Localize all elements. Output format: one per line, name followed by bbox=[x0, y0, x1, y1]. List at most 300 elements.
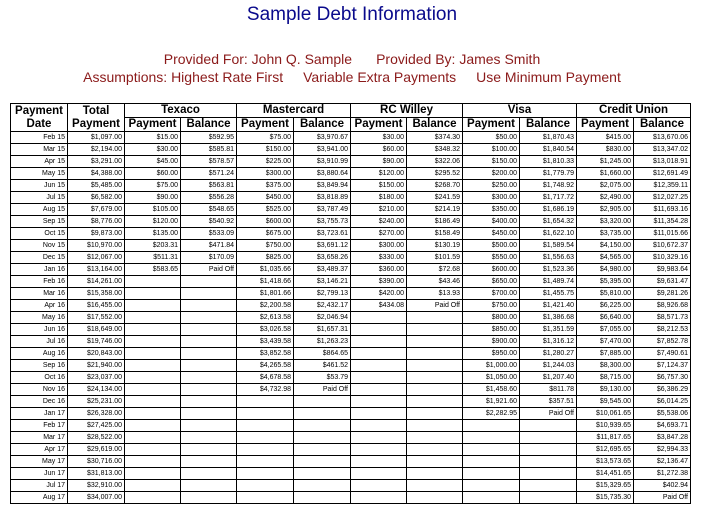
total-payment-cell: $34,007.00 bbox=[68, 492, 125, 504]
payment-date-cell: Aug 17 bbox=[11, 492, 68, 504]
payment-cell: $9,545.00 bbox=[577, 396, 634, 408]
balance-cell bbox=[181, 360, 237, 372]
payment-cell: $5,810.00 bbox=[577, 288, 634, 300]
payment-cell: $2,075.00 bbox=[577, 180, 634, 192]
balance-cell: $130.19 bbox=[407, 240, 463, 252]
table-row bbox=[11, 348, 691, 360]
payment-cell: $180.00 bbox=[351, 192, 407, 204]
payment-cell: $1,660.00 bbox=[577, 168, 634, 180]
payment-cell bbox=[463, 420, 520, 432]
payment-cell: $700.00 bbox=[463, 288, 520, 300]
payment-cell bbox=[237, 480, 294, 492]
balance-cell bbox=[520, 420, 577, 432]
balance-cell: $9,631.47 bbox=[634, 276, 691, 288]
table-row bbox=[11, 216, 691, 228]
subheader-payment: Payment bbox=[577, 118, 634, 132]
page-title: Sample Debt Information bbox=[246, 4, 458, 25]
balance-cell: $2,994.33 bbox=[634, 444, 691, 456]
payment-cell: $4,265.58 bbox=[237, 360, 294, 372]
payment-date-cell: Jul 16 bbox=[11, 336, 68, 348]
payment-cell: $300.00 bbox=[463, 192, 520, 204]
payment-cell: $500.00 bbox=[463, 240, 520, 252]
payment-cell: $1,050.00 bbox=[463, 372, 520, 384]
payment-cell: $825.00 bbox=[237, 252, 294, 264]
balance-cell bbox=[294, 480, 351, 492]
balance-cell: $3,941.00 bbox=[294, 144, 351, 156]
payment-cell bbox=[351, 324, 407, 336]
payment-cell: $6,640.00 bbox=[577, 312, 634, 324]
balance-cell: $471.84 bbox=[181, 240, 237, 252]
payment-cell bbox=[125, 468, 181, 480]
header-creditor-mastercard: Mastercard bbox=[237, 104, 351, 118]
payment-cell: $420.00 bbox=[351, 288, 407, 300]
balance-cell: $7,852.78 bbox=[634, 336, 691, 348]
payment-cell: $900.00 bbox=[463, 336, 520, 348]
subheader-balance: Balance bbox=[520, 118, 577, 132]
total-payment-cell: $10,970.00 bbox=[68, 240, 125, 252]
table-row bbox=[11, 384, 691, 396]
balance-cell: $1,686.19 bbox=[520, 204, 577, 216]
balance-cell: $374.30 bbox=[407, 132, 463, 144]
balance-cell: $1,207.40 bbox=[520, 372, 577, 384]
balance-cell: Paid Off bbox=[634, 492, 691, 504]
payment-cell: $150.00 bbox=[237, 144, 294, 156]
balance-cell: $11,015.66 bbox=[634, 228, 691, 240]
header-creditor-rc-willey: RC Willey bbox=[351, 104, 463, 118]
balance-cell: $186.49 bbox=[407, 216, 463, 228]
balance-cell: $571.24 bbox=[181, 168, 237, 180]
payment-cell: $15,735.30 bbox=[577, 492, 634, 504]
balance-cell bbox=[407, 324, 463, 336]
total-payment-cell: $20,843.00 bbox=[68, 348, 125, 360]
payment-cell: $60.00 bbox=[125, 168, 181, 180]
subheader-balance: Balance bbox=[181, 118, 237, 132]
balance-cell: $592.95 bbox=[181, 132, 237, 144]
balance-cell: $3,787.49 bbox=[294, 204, 351, 216]
balance-cell: $295.52 bbox=[407, 168, 463, 180]
total-payment-cell: $18,649.00 bbox=[68, 324, 125, 336]
payment-cell: $11,817.65 bbox=[577, 432, 634, 444]
payment-cell: $270.00 bbox=[351, 228, 407, 240]
balance-cell: $53.79 bbox=[294, 372, 351, 384]
payment-cell: $75.00 bbox=[125, 180, 181, 192]
payment-cell bbox=[125, 408, 181, 420]
balance-cell: $3,847.28 bbox=[634, 432, 691, 444]
payment-cell bbox=[125, 444, 181, 456]
assumption-text: Assumptions: Highest Rate First bbox=[83, 69, 284, 85]
payment-cell bbox=[351, 420, 407, 432]
balance-cell: $3,489.37 bbox=[294, 264, 351, 276]
payment-date-cell: Oct 15 bbox=[11, 228, 68, 240]
payment-cell: $3,852.58 bbox=[237, 348, 294, 360]
subheader-payment: Payment bbox=[463, 118, 520, 132]
balance-cell bbox=[294, 432, 351, 444]
payment-cell: $300.00 bbox=[351, 240, 407, 252]
payment-cell bbox=[237, 492, 294, 504]
balance-cell bbox=[181, 396, 237, 408]
header-total-payment: Total Payment bbox=[68, 104, 125, 132]
balance-cell: $3,691.12 bbox=[294, 240, 351, 252]
balance-cell: $12,691.49 bbox=[634, 168, 691, 180]
table-row bbox=[11, 480, 691, 492]
table-row bbox=[11, 132, 691, 144]
payment-cell: $6,225.00 bbox=[577, 300, 634, 312]
balance-cell bbox=[407, 480, 463, 492]
payment-cell bbox=[125, 396, 181, 408]
balance-cell: $533.09 bbox=[181, 228, 237, 240]
payment-date-cell: Apr 16 bbox=[11, 300, 68, 312]
balance-cell: $1,589.54 bbox=[520, 240, 577, 252]
payment-date-cell: Jun 17 bbox=[11, 468, 68, 480]
total-payment-cell: $21,940.00 bbox=[68, 360, 125, 372]
total-payment-cell: $1,097.00 bbox=[68, 132, 125, 144]
payment-date-cell: Dec 16 bbox=[11, 396, 68, 408]
payment-cell: $375.00 bbox=[237, 180, 294, 192]
table-row bbox=[11, 300, 691, 312]
payment-cell: $225.00 bbox=[237, 156, 294, 168]
payment-cell: $8,715.00 bbox=[577, 372, 634, 384]
subheader-payment: Payment bbox=[125, 118, 181, 132]
payment-cell: $4,732.98 bbox=[237, 384, 294, 396]
balance-cell: $3,849.94 bbox=[294, 180, 351, 192]
total-payment-cell: $4,388.00 bbox=[68, 168, 125, 180]
payment-cell bbox=[237, 408, 294, 420]
balance-cell: $1,870.43 bbox=[520, 132, 577, 144]
total-payment-cell: $29,619.00 bbox=[68, 444, 125, 456]
provided-for-text: Provided For: John Q. Sample bbox=[163, 51, 353, 67]
balance-cell bbox=[181, 372, 237, 384]
payment-cell: $1,458.60 bbox=[463, 384, 520, 396]
balance-cell: $10,329.16 bbox=[634, 252, 691, 264]
payment-cell bbox=[463, 432, 520, 444]
total-payment-cell: $15,358.00 bbox=[68, 288, 125, 300]
balance-cell bbox=[181, 420, 237, 432]
subheader-balance: Balance bbox=[407, 118, 463, 132]
balance-cell: $563.81 bbox=[181, 180, 237, 192]
balance-cell: $170.09 bbox=[181, 252, 237, 264]
payment-date-cell: Mar 17 bbox=[11, 432, 68, 444]
payment-cell bbox=[463, 480, 520, 492]
payment-cell: $830.00 bbox=[577, 144, 634, 156]
payment-date-cell: Feb 16 bbox=[11, 276, 68, 288]
payment-cell: $120.00 bbox=[351, 168, 407, 180]
balance-cell: $1,810.33 bbox=[520, 156, 577, 168]
balance-cell: $72.68 bbox=[407, 264, 463, 276]
payment-cell: $50.00 bbox=[463, 132, 520, 144]
balance-cell: $13,018.91 bbox=[634, 156, 691, 168]
total-payment-cell: $9,873.00 bbox=[68, 228, 125, 240]
payment-cell: $511.31 bbox=[125, 252, 181, 264]
balance-cell: $3,658.26 bbox=[294, 252, 351, 264]
payment-cell bbox=[125, 300, 181, 312]
balance-cell: $8,212.53 bbox=[634, 324, 691, 336]
payment-cell: $390.00 bbox=[351, 276, 407, 288]
subheader-payment: Payment bbox=[237, 118, 294, 132]
balance-cell: $101.59 bbox=[407, 252, 463, 264]
balance-cell: $1,263.23 bbox=[294, 336, 351, 348]
header-payment-date: Payment Date bbox=[11, 104, 68, 132]
payment-cell: $150.00 bbox=[351, 180, 407, 192]
table-row bbox=[11, 168, 691, 180]
payment-cell bbox=[237, 468, 294, 480]
payment-cell: $2,613.58 bbox=[237, 312, 294, 324]
payment-cell: $90.00 bbox=[125, 192, 181, 204]
payment-date-cell: Jan 17 bbox=[11, 408, 68, 420]
balance-cell: $1,622.10 bbox=[520, 228, 577, 240]
table-row bbox=[11, 408, 691, 420]
payment-cell: $30.00 bbox=[125, 144, 181, 156]
table-row bbox=[11, 252, 691, 264]
table-row bbox=[11, 360, 691, 372]
balance-cell: $11,354.28 bbox=[634, 216, 691, 228]
payment-cell: $1,245.00 bbox=[577, 156, 634, 168]
table-row bbox=[11, 468, 691, 480]
total-payment-cell: $19,746.00 bbox=[68, 336, 125, 348]
payment-cell bbox=[463, 468, 520, 480]
total-payment-cell: $26,328.00 bbox=[68, 408, 125, 420]
payment-cell: $360.00 bbox=[351, 264, 407, 276]
table-row bbox=[11, 228, 691, 240]
balance-cell: $1,654.32 bbox=[520, 216, 577, 228]
payment-date-cell: May 16 bbox=[11, 312, 68, 324]
payment-cell: $75.00 bbox=[237, 132, 294, 144]
balance-cell: $8,926.68 bbox=[634, 300, 691, 312]
payment-cell: $10,939.65 bbox=[577, 420, 634, 432]
balance-cell bbox=[407, 420, 463, 432]
balance-cell bbox=[407, 468, 463, 480]
payment-cell: $330.00 bbox=[351, 252, 407, 264]
payment-cell: $4,678.58 bbox=[237, 372, 294, 384]
balance-cell: $578.57 bbox=[181, 156, 237, 168]
payment-cell bbox=[351, 408, 407, 420]
payment-cell: $250.00 bbox=[463, 180, 520, 192]
header-creditor-visa: Visa bbox=[463, 104, 577, 118]
balance-cell bbox=[181, 444, 237, 456]
payment-date-cell: Jul 15 bbox=[11, 192, 68, 204]
balance-cell: $214.19 bbox=[407, 204, 463, 216]
balance-cell: $3,723.61 bbox=[294, 228, 351, 240]
balance-cell: $1,280.27 bbox=[520, 348, 577, 360]
header-creditor-texaco: Texaco bbox=[125, 104, 237, 118]
table-row bbox=[11, 192, 691, 204]
payment-cell: $4,980.00 bbox=[577, 264, 634, 276]
payment-cell bbox=[351, 444, 407, 456]
payment-cell: $750.00 bbox=[237, 240, 294, 252]
payment-cell: $450.00 bbox=[463, 228, 520, 240]
balance-cell: $3,880.64 bbox=[294, 168, 351, 180]
total-payment-cell: $14,261.00 bbox=[68, 276, 125, 288]
balance-cell: $12,027.25 bbox=[634, 192, 691, 204]
balance-cell: $402.94 bbox=[634, 480, 691, 492]
balance-cell bbox=[294, 420, 351, 432]
balance-cell: $6,014.25 bbox=[634, 396, 691, 408]
subheader-balance: Balance bbox=[634, 118, 691, 132]
table-row bbox=[11, 144, 691, 156]
balance-cell bbox=[181, 324, 237, 336]
balance-cell: $1,421.40 bbox=[520, 300, 577, 312]
payment-cell: $675.00 bbox=[237, 228, 294, 240]
balance-cell: $357.51 bbox=[520, 396, 577, 408]
payment-date-cell: Jan 16 bbox=[11, 264, 68, 276]
balance-cell: $3,970.67 bbox=[294, 132, 351, 144]
total-payment-cell: $17,552.00 bbox=[68, 312, 125, 324]
payment-cell: $100.00 bbox=[463, 144, 520, 156]
payment-cell: $434.08 bbox=[351, 300, 407, 312]
balance-cell bbox=[407, 348, 463, 360]
balance-cell bbox=[181, 288, 237, 300]
balance-cell: $540.92 bbox=[181, 216, 237, 228]
total-payment-cell: $13,164.00 bbox=[68, 264, 125, 276]
balance-cell: $2,799.13 bbox=[294, 288, 351, 300]
payment-cell: $950.00 bbox=[463, 348, 520, 360]
balance-cell: $1,272.38 bbox=[634, 468, 691, 480]
balance-cell: $1,556.63 bbox=[520, 252, 577, 264]
balance-cell: $3,818.89 bbox=[294, 192, 351, 204]
balance-cell bbox=[294, 396, 351, 408]
total-payment-cell: $7,679.00 bbox=[68, 204, 125, 216]
payment-date-cell: Apr 15 bbox=[11, 156, 68, 168]
balance-cell: $1,316.12 bbox=[520, 336, 577, 348]
payment-cell bbox=[125, 420, 181, 432]
payment-cell bbox=[125, 348, 181, 360]
table-row bbox=[11, 396, 691, 408]
balance-cell bbox=[294, 444, 351, 456]
total-payment-cell: $28,522.00 bbox=[68, 432, 125, 444]
balance-cell bbox=[407, 432, 463, 444]
balance-cell bbox=[294, 468, 351, 480]
payment-cell bbox=[351, 492, 407, 504]
balance-cell: Paid Off bbox=[520, 408, 577, 420]
balance-cell bbox=[181, 348, 237, 360]
payment-cell: $2,282.95 bbox=[463, 408, 520, 420]
table-row bbox=[11, 276, 691, 288]
balance-cell bbox=[181, 492, 237, 504]
payment-cell: $210.00 bbox=[351, 204, 407, 216]
total-payment-cell: $16,455.00 bbox=[68, 300, 125, 312]
provided-by-text: Provided By: James Smith bbox=[376, 51, 541, 67]
balance-cell bbox=[181, 432, 237, 444]
payment-cell: $8,300.00 bbox=[577, 360, 634, 372]
payment-date-cell: Nov 15 bbox=[11, 240, 68, 252]
balance-cell: $158.49 bbox=[407, 228, 463, 240]
table-row bbox=[11, 324, 691, 336]
balance-cell: $13,670.06 bbox=[634, 132, 691, 144]
payment-cell: $2,200.58 bbox=[237, 300, 294, 312]
payment-cell: $105.00 bbox=[125, 204, 181, 216]
payment-cell: $450.00 bbox=[237, 192, 294, 204]
balance-cell bbox=[407, 336, 463, 348]
balance-cell: $1,748.92 bbox=[520, 180, 577, 192]
balance-cell: $6,757.30 bbox=[634, 372, 691, 384]
balance-cell bbox=[520, 480, 577, 492]
balance-cell bbox=[407, 384, 463, 396]
payment-cell bbox=[351, 480, 407, 492]
balance-cell bbox=[181, 312, 237, 324]
balance-cell bbox=[181, 300, 237, 312]
balance-cell: $864.65 bbox=[294, 348, 351, 360]
provider-line bbox=[0, 51, 704, 67]
assumptions-line bbox=[0, 69, 704, 85]
payment-cell bbox=[237, 456, 294, 468]
payment-cell: $650.00 bbox=[463, 276, 520, 288]
payment-date-cell: Dec 15 bbox=[11, 252, 68, 264]
payment-cell: $135.00 bbox=[125, 228, 181, 240]
table-body bbox=[11, 132, 691, 504]
payment-cell bbox=[351, 348, 407, 360]
payment-cell bbox=[125, 492, 181, 504]
total-payment-cell: $2,194.00 bbox=[68, 144, 125, 156]
table-row bbox=[11, 264, 691, 276]
payment-cell: $2,905.00 bbox=[577, 204, 634, 216]
balance-cell: $11,693.16 bbox=[634, 204, 691, 216]
table-row bbox=[11, 312, 691, 324]
payment-date-cell: Apr 17 bbox=[11, 444, 68, 456]
table-row bbox=[11, 420, 691, 432]
balance-cell: $1,489.74 bbox=[520, 276, 577, 288]
balance-cell bbox=[181, 456, 237, 468]
payment-cell: $850.00 bbox=[463, 324, 520, 336]
balance-cell bbox=[181, 468, 237, 480]
payment-date-cell: Jun 15 bbox=[11, 180, 68, 192]
payment-cell: $5,395.00 bbox=[577, 276, 634, 288]
balance-cell: $585.81 bbox=[181, 144, 237, 156]
balance-cell bbox=[520, 444, 577, 456]
payment-cell bbox=[237, 432, 294, 444]
balance-cell bbox=[407, 408, 463, 420]
payment-cell: $800.00 bbox=[463, 312, 520, 324]
payment-cell bbox=[351, 312, 407, 324]
balance-cell: $3,146.21 bbox=[294, 276, 351, 288]
payment-cell: $200.00 bbox=[463, 168, 520, 180]
payment-cell bbox=[351, 360, 407, 372]
payment-cell: $1,035.66 bbox=[237, 264, 294, 276]
payment-cell: $300.00 bbox=[237, 168, 294, 180]
payment-cell bbox=[237, 420, 294, 432]
total-payment-cell: $12,067.00 bbox=[68, 252, 125, 264]
payment-cell bbox=[351, 456, 407, 468]
payment-cell: $14,451.65 bbox=[577, 468, 634, 480]
balance-cell: $1,386.68 bbox=[520, 312, 577, 324]
total-payment-cell: $30,716.00 bbox=[68, 456, 125, 468]
payment-cell: $1,921.60 bbox=[463, 396, 520, 408]
payment-cell bbox=[463, 444, 520, 456]
payment-cell bbox=[125, 456, 181, 468]
balance-cell bbox=[520, 468, 577, 480]
balance-cell: $811.78 bbox=[520, 384, 577, 396]
payment-date-cell: Aug 16 bbox=[11, 348, 68, 360]
balance-cell: $13.93 bbox=[407, 288, 463, 300]
payment-cell: $10,061.65 bbox=[577, 408, 634, 420]
balance-cell: $12,359.11 bbox=[634, 180, 691, 192]
payment-cell: $7,470.00 bbox=[577, 336, 634, 348]
balance-cell: $2,136.47 bbox=[634, 456, 691, 468]
balance-cell: $2,046.94 bbox=[294, 312, 351, 324]
balance-cell: $10,672.37 bbox=[634, 240, 691, 252]
balance-cell: $268.70 bbox=[407, 180, 463, 192]
payment-date-cell: Mar 16 bbox=[11, 288, 68, 300]
balance-cell: $1,455.75 bbox=[520, 288, 577, 300]
payment-cell: $525.00 bbox=[237, 204, 294, 216]
balance-cell bbox=[181, 408, 237, 420]
table-row bbox=[11, 492, 691, 504]
payment-cell: $1,418.66 bbox=[237, 276, 294, 288]
payment-cell: $415.00 bbox=[577, 132, 634, 144]
table-row bbox=[11, 204, 691, 216]
payment-cell: $1,000.00 bbox=[463, 360, 520, 372]
total-payment-cell: $3,291.00 bbox=[68, 156, 125, 168]
payment-cell: $12,695.65 bbox=[577, 444, 634, 456]
payment-cell: $7,055.00 bbox=[577, 324, 634, 336]
